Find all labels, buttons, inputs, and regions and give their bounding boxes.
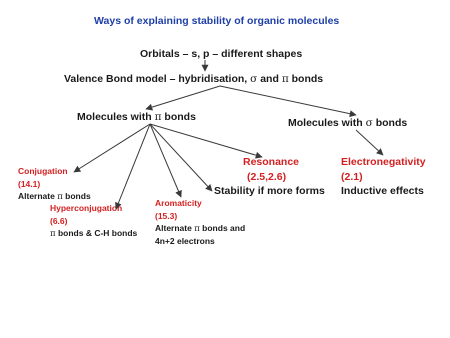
arrow-pi-to-aromaticity bbox=[150, 124, 181, 197]
aromaticity-line2: 4n+2 electrons bbox=[155, 236, 215, 246]
aromaticity-line1-prefix: Alternate bbox=[155, 223, 195, 233]
arrow-pi-to-resonance bbox=[150, 124, 262, 157]
conjugation-desc-suffix: bonds bbox=[62, 191, 91, 201]
sigma-molecules-prefix: Molecules with bbox=[288, 117, 366, 129]
pi-symbol: π bbox=[57, 192, 63, 202]
resonance-name: Resonance bbox=[243, 156, 300, 168]
aromaticity-ref: (15.3) bbox=[155, 211, 178, 221]
pi-symbol: π bbox=[281, 73, 289, 85]
aromaticity-name: Aromaticity bbox=[155, 198, 202, 208]
hyperconjugation-name: Hyperconjugation bbox=[50, 203, 123, 213]
sigma-molecules-suffix: bonds bbox=[372, 117, 408, 129]
arrow-valence-to-pi-molecules bbox=[146, 86, 220, 109]
pi-symbol: π bbox=[194, 224, 200, 234]
diagram-title: Ways of explaining stability of organic molecules bbox=[94, 15, 340, 27]
sigma-symbol: σ bbox=[365, 117, 373, 129]
conjugation-ref: (14.1) bbox=[18, 179, 41, 189]
arrow-valence-to-sigma-molecules bbox=[220, 86, 356, 115]
valence-bond-mid: and bbox=[257, 73, 282, 85]
arrow-sigma-to-electronegativity bbox=[356, 130, 383, 155]
arrow-pi-to-hyperconjugation bbox=[116, 124, 150, 209]
aromaticity-line1-suffix: bonds and bbox=[199, 223, 246, 233]
node-orbitals: Orbitals – s, p – different shapes bbox=[140, 48, 303, 60]
pi-molecules-suffix: bonds bbox=[161, 111, 196, 123]
conjugation-desc-prefix: Alternate bbox=[18, 191, 58, 201]
pi-molecules-prefix: Molecules with bbox=[77, 111, 155, 123]
hyperconjugation-ref: (6.6) bbox=[50, 216, 68, 226]
resonance-desc: Stability if more forms bbox=[214, 185, 325, 197]
valence-bond-prefix: Valence Bond model – hybridisation, bbox=[64, 73, 251, 85]
electronegativity-name: Electronegativity bbox=[341, 156, 426, 168]
hyperconjugation-desc-suffix: bonds & C-H bonds bbox=[55, 228, 138, 238]
electronegativity-ref: (2.1) bbox=[341, 171, 363, 183]
sigma-symbol: σ bbox=[250, 73, 258, 85]
arrow-pi-to-conjugation bbox=[74, 124, 150, 172]
electronegativity-desc: Inductive effects bbox=[341, 185, 424, 197]
pi-symbol: π bbox=[154, 111, 162, 123]
resonance-ref: (2.5,2.6) bbox=[247, 171, 287, 183]
conjugation-name: Conjugation bbox=[18, 166, 68, 176]
arrow-pi-to-stability bbox=[150, 124, 212, 191]
pi-symbol: π bbox=[50, 229, 56, 239]
valence-bond-suffix: bonds bbox=[288, 73, 324, 85]
